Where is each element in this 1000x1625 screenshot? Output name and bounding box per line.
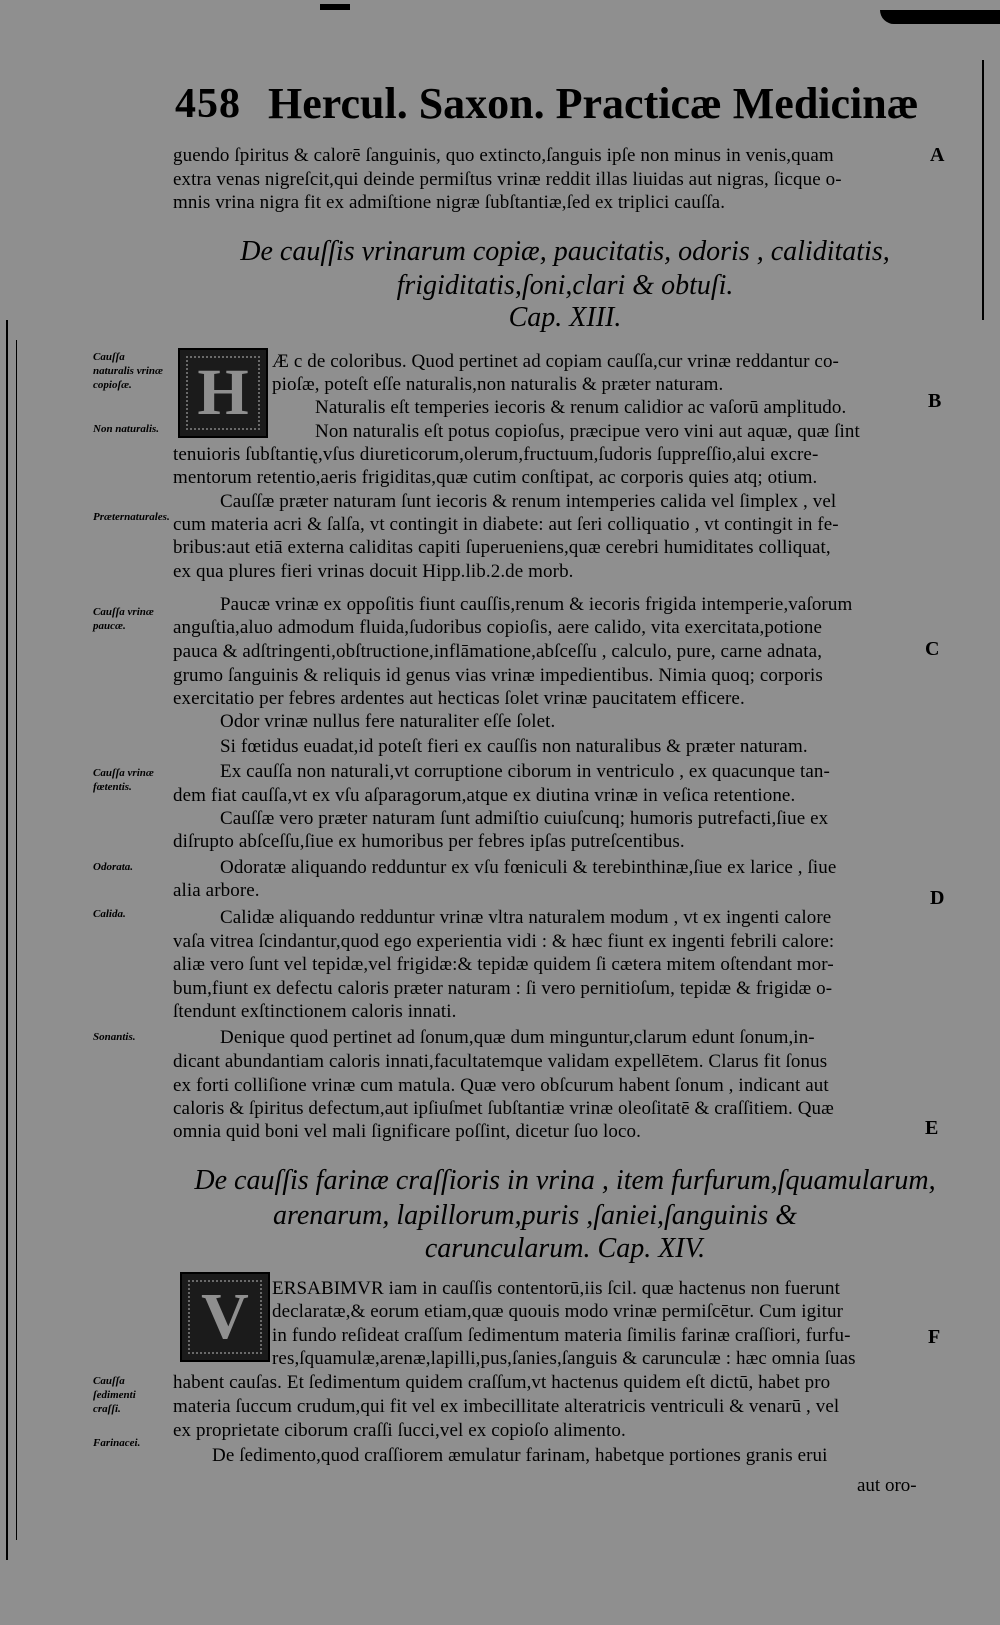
text-line: Odoratæ aliquando redduntur ex vſu fœniculi & terebinthinæ,ſiue ex larice , ſiue [220,857,837,878]
page-number: 458 [175,81,241,127]
scan-edge-top-right [880,10,1000,24]
margin-note: Farinacei. [93,1437,141,1449]
text-line: Paucæ vrinæ ex oppoſitis fiunt cauſſis,renum & iecoris frigida intemperie,vaſorum [220,594,853,615]
right-edge-rule [982,60,984,320]
catchword: aut oro- [857,1475,917,1496]
intro-line: mnis vrina nigra fit ex admiſtione nigræ ſubſtantiæ,ſed ex triplici cauſſa. [173,192,726,213]
text-line: De ſedimento,quod craſſiorem æmulatur farinam, habetque portiones granis erui [212,1445,828,1466]
text-line: Non naturalis eſt potus copioſus, præcipue vero vini aut aquæ, quæ ſint [315,421,860,442]
section-letter: F [928,1326,941,1348]
text-line: mentorum retentio,aeris frigiditas,quæ cutim conſtipat, ac corporis quies atq; otium. [173,467,818,488]
margin-note: Non naturalis. [93,423,160,435]
margin-note: Sonantis. [93,1031,136,1043]
text-line: ſtendunt exſtinctionem caloris innati. [173,1001,457,1022]
text-line: habent cauſas. Et ſedimentum quidem craſſum,vt hactenus quidem eſt dictū, habet pro [173,1372,831,1393]
left-edge-rule-2 [16,340,17,1540]
text-line: grumo ſanguinis & reliquis id genus vias vrinæ impedientibus. Nimia quoq; corporis [173,665,823,686]
text-line: aliæ vero ſunt vel tepidæ,vel frigidæ:& tepidæ quidem ſi cætera mitem oſtendant mor- [173,954,834,975]
text-line: ERSABIMVR iam in cauſſis contentorū,iis ſcil. quæ hactenus non fuerunt [272,1278,840,1299]
margin-note: Cauſſa vrinæ fœtentis. [93,767,154,793]
decorated-initial-h: H [178,348,268,438]
text-line: in fundo reſideat craſſum ſedimentum materia ſimilis farinæ craſſiori, furfu- [272,1325,851,1346]
text-line: Naturalis eſt temperies iecoris & renum calidior ac vaſorū amplitudo. [315,397,847,418]
text-line: Cauſſæ præter naturam ſunt iecoris & renum intemperies calida vel ſimplex , vel [220,491,837,512]
section-letter: C [925,638,940,660]
margin-note: Præternaturales. [93,511,170,523]
page-header [175,78,919,134]
text-line: vaſa vitrea ſcindantur,quod ego experientia vidi : & hæc fiunt ex ingenti febrili calore: [173,931,835,952]
text-line: Si fœtidus euadat,id poteſt fieri ex cauſſis non naturalibus & præter naturam. [220,736,808,757]
text-line: alia arbore. [173,880,260,901]
text-line: bum,fiunt ex defectu caloris præter naturam : ſi vero pernitioſum, tepidæ & frigidæ o- [173,978,833,999]
text-line: ex forti colliſione vrinæ cum matula. Quæ vero obſcurum habent ſonum , indicant aut [173,1075,829,1096]
text-line: ex proprietate ciborum craſſi ſucci,vel ex copioſo alimento. [173,1420,626,1441]
text-line: declaratæ,& eorum etiam,quæ quouis modo vrinæ permiſcētur. Cum igitur [272,1301,843,1322]
text-line: res,ſquamulæ,arenæ,lapilli,pus,ſanies,ſanguis & carunculæ : hæc omnia ſuas [272,1348,856,1369]
margin-note: Cauſſa naturalis vrinæ copioſæ. [93,351,163,391]
running-title: Hercul. Saxon. Practicæ Medicinæ [268,79,919,128]
chapter-heading: De cauſſis farinæ craſſioris in vrina , item furfurum,ſquamularum, [194,1165,936,1196]
text-line: ex qua plures fieri vrinas docuit Hipp.lib.2.de morb. [173,561,574,582]
text-line: cum materia acri & ſalſa, vt contingit in diabete: aut ſeri colliquatio , vt contingit in fe- [173,514,839,535]
chapter-heading: arenarum, lapillorum,puris ,ſaniei,ſanguinis & [273,1200,797,1231]
section-letter: B [928,390,942,412]
text-line: exercitatio per febres ardentes aut hecticas ſolet vrinæ paucitatem efficere. [173,688,745,709]
text-line: dem fiat cauſſa,vt ex vſu aſparagorum,atque ex diutina vrinæ in veſica retentione. [173,785,796,806]
text-line: tenuioris ſubſtantię,vſus diureticorum,olerum,fructuum,ſudoris ſuppreſſio,alui excre- [173,444,819,465]
text-line: Denique quod pertinet ad ſonum,quæ dum minguntur,clarum edunt ſonum,in- [220,1027,815,1048]
section-letter: A [930,144,945,166]
margin-note: Odorata. [93,861,134,873]
text-line: Ex cauſſa non naturali,vt corruptione ciborum in ventriculo , ex quacunque tan- [220,761,830,782]
text-line: Æ c de coloribus. Quod pertinet ad copiam cauſſa,cur vrinæ reddantur co- [272,351,839,372]
chapter-heading: De cauſſis vrinarum copiæ, paucitatis, odoris , caliditatis, [240,236,890,267]
text-line: anguſtia,aluo admodum fluida,ſudoribus copioſis, aere calido, vita exercitata,potione [173,617,823,638]
text-line: caloris & ſpiritus defectum,aut ipſiuſmet ſubſtantiæ vrinæ oleoſitatē & craſſitiem. Quæ [173,1098,834,1119]
section-letter: D [930,887,945,909]
left-edge-rule [6,320,8,1560]
text-line: Calidæ aliquando redduntur vrinæ vltra naturalem modum , vt ex ingenti calore [220,907,832,928]
decorated-initial-v: V [180,1272,270,1362]
scan-edge-top [320,4,350,10]
intro-line: guendo ſpiritus & calorē ſanguinis, quo extincto,ſanguis ipſe non minus in venis,quam [173,145,834,166]
margin-note: Cauſſa ſedimenti craſſi. [93,1375,136,1415]
text-line: dicant abundantiam caloris innati,facultatemque validam expellētem. Clarus fit ſonus [173,1051,828,1072]
chapter-number: Cap. XIII. [508,302,622,333]
margin-note: Cauſſa vrinæ paucæ. [93,606,154,632]
chapter-number: caruncularum. Cap. XIV. [424,1233,706,1264]
margin-note: Calida. [93,908,126,920]
text-line: Cauſſæ vero præter naturam ſunt admiſtio cuiuſcunq; humoris putrefacti,ſiue ex [220,808,829,829]
text-line: bribus:aut etiā externa caliditas capiti ſuperueniens,quæ cerebri humiditates colliquat, [173,537,831,558]
text-line: pioſæ, poteſt eſſe naturalis,non naturalis & præter naturam. [272,374,724,395]
section-letter: E [925,1117,939,1139]
text-line: diſrupto abſceſſu,ſiue ex humoribus per febres ipſas putreſcentibus. [173,831,685,852]
text-line: Odor vrinæ nullus fere naturaliter eſſe ſolet. [220,711,556,732]
text-line: pauca & adſtringenti,obſtructione,inflāmatione,abſceſſu , calculo, pure, carne adnata, [173,641,823,662]
intro-line: extra venas nigreſcit,qui deinde permiſtus vrinæ reddit illas liuidas aut nigras, ſicque o- [173,169,842,190]
text-line: omnia quid boni vel mali ſignificare poſſint, dicetur ſuo loco. [173,1121,642,1142]
text-line: materia ſuccum crudum,qui fit vel ex imbecillitate alteratricis ventriculi & venarū , vel [173,1396,840,1417]
chapter-heading: frigiditatis,ſoni,clari & obtuſi. [396,270,734,301]
